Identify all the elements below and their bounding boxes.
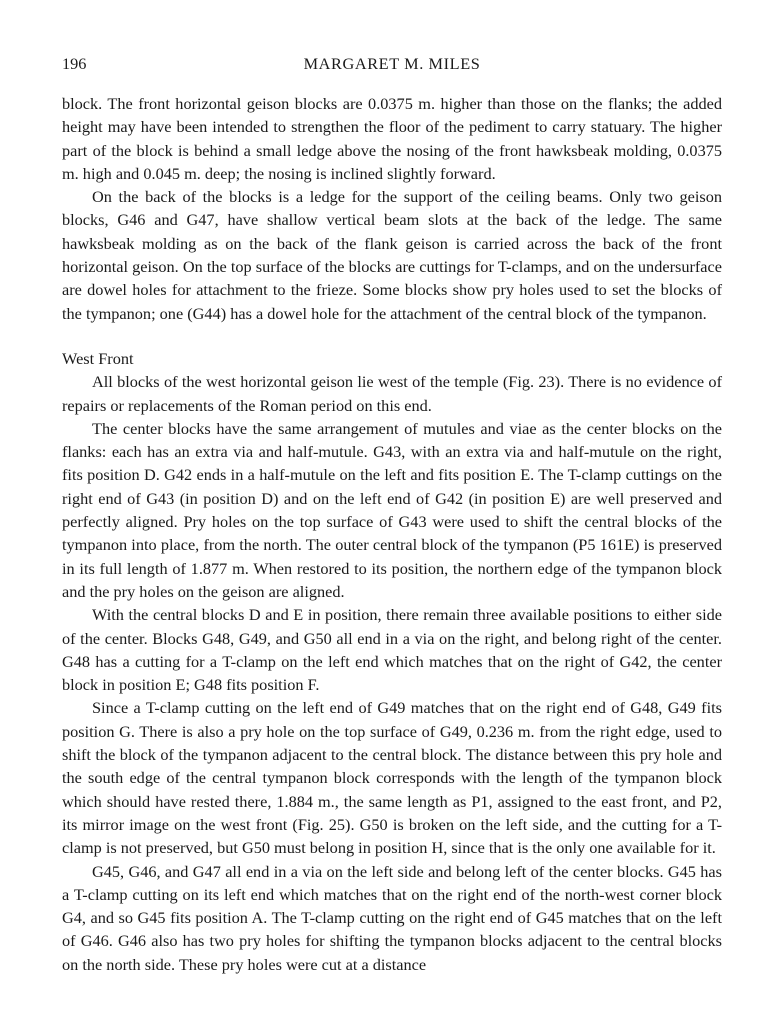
page-number: 196: [62, 54, 87, 73]
journal-page: [62, 52, 722, 976]
section-heading: West Front: [62, 348, 134, 368]
body-text-top: [62, 92, 722, 325]
paragraph: The center blocks have the same arrangement of mutules and viae as the center blocks on the flanks: each has an extra via and half-mutule. G43, with an extra via and half-mutule on the right, fits position D. G42 ends in a half-mutule on the left and fits position E. The T-clamp cuttings on the right end of G43 (in position D) and on the left end of G42 (in position E) are well preserved and perfectly aligned. Pry holes on the top surface of G43 were used to shift the central blocks of the tympanon into place, from the north. The outer central block of the tympanon (P5 161E) is preserved in its full length of 1.877 m. When restored to its position, the northern edge of the tympanon block and the pry holes on the geison are aligned.: [62, 418, 722, 601]
paragraph: Since a T-clamp cutting on the left end of G49 matches that on the right end of G48, G49 fits position G. There is also a pry hole on the top surface of G49, 0.236 m. from the right edge, used to shift the block of the tympanon adjacent to the central block. The distance between this pry hole and the south edge of the central tympanon block corresponds with the length of the tympanon block which should have rested there, 1.884 m., the same length as P1, assigned to the east front, and P2, its mirror image on the west front (Fig. 25). G50 is broken on the left side, and the cutting for a T-clamp is not preserved, but G50 must belong in position H, since that is the only one available for it.: [62, 698, 722, 858]
paragraph: G45, G46, and G47 all end in a via on the left side and belong left of the center blocks. G45 has a T-clamp cutting on its left end which matches that on the right end of the north-west corner block G4, and so G45 fits position A. The T-clamp cutting on the right end of G45 matches that on the left of G46. G46 also has two pry holes for shifting the tympanon blocks adjacent to the central blocks on the north side. These pry holes were cut at a distance: [62, 861, 722, 974]
running-head-author: MARGARET M. MILES: [303, 54, 481, 73]
paragraph: All blocks of the west horizontal geison lie west of the temple (Fig. 23). There is no evidence of repairs or replacements of the Roman period on this end.: [62, 372, 722, 415]
body-text-west-front: [62, 370, 722, 976]
paragraph: With the central blocks D and E in position, there remain three available positions to either side of the center. Blocks G48, G49, and G50 all end in a via on the right, and belong right of the center. G48 has a cutting for a T-clamp on the left end which matches that on the right of G42, the center block in position E; G48 fits position F.: [62, 605, 722, 695]
paragraph: On the back of the blocks is a ledge for the support of the ceiling beams. Only two geison blocks, G46 and G47, have shallow vertical beam slots at the back of the ledge. The same hawksbeak molding as on the back of the flank geison is carried across the back of the front horizontal geison. On the top surface of the blocks are cuttings for T-clamps, and on the undersurface are dowel holes for attachment to the frieze. Some blocks show pry holes used to set the blocks of the tympanon; one (G44) has a dowel hole for the attachment of the central block of the tympanon.: [62, 187, 722, 323]
paragraph: block. The front horizontal geison blocks are 0.0375 m. higher than those on the flanks; the added height may have been intended to strengthen the floor of the pediment to carry statuary. The higher part of the block is behind a small ledge above the nosing of the front hawksbeak molding, 0.0375 m. high and 0.045 m. deep; the nosing is inclined slightly forward.: [62, 94, 722, 183]
running-head: [62, 52, 722, 76]
